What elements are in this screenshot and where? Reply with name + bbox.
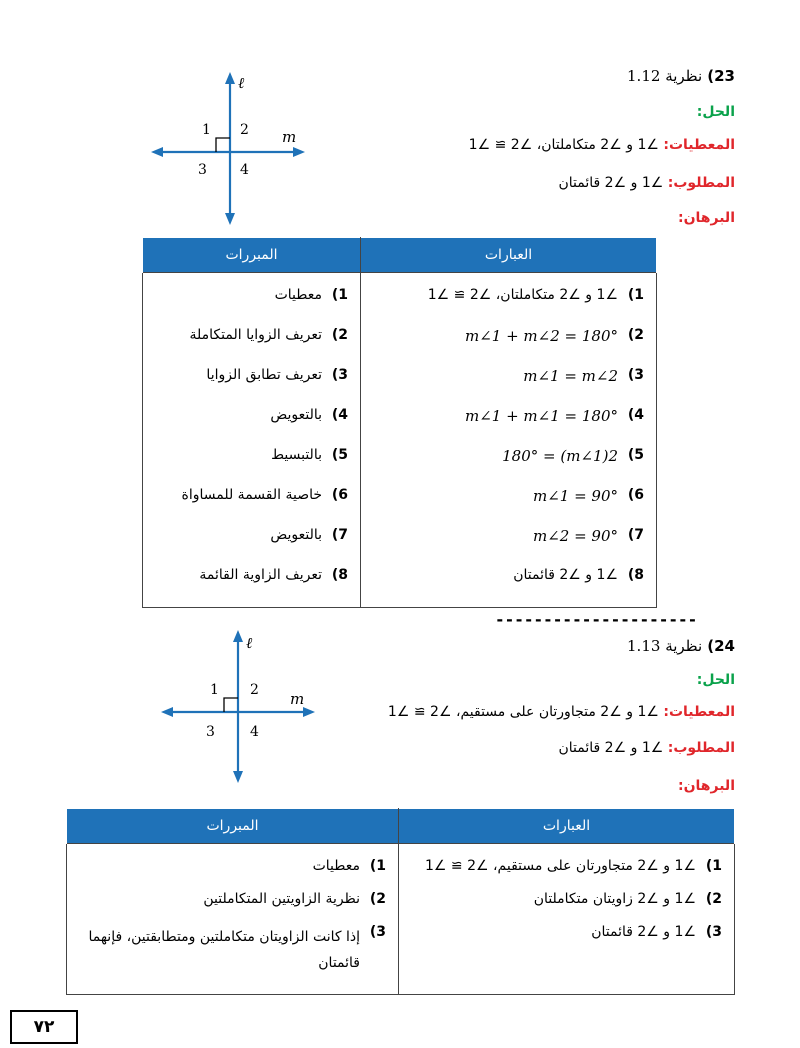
reason-row: 1) معطيات: [312, 858, 386, 874]
required-label: المطلوب:: [667, 740, 735, 756]
statement-row: 6) m∠1 = 90°: [532, 487, 644, 505]
problem-number: 24): [707, 637, 735, 655]
reason-row: 3) تعريف تطابق الزوايا: [206, 367, 348, 383]
given-text: ∠1 و ∠2 متكاملتان، ∠2 ≅ ∠1: [468, 137, 659, 153]
statement-row: 1) ∠1 و ∠2 متكاملتان، ∠2 ≅ ∠1: [427, 287, 644, 303]
problem-number: 23): [707, 67, 735, 85]
statement-row: 3) ∠1 و ∠2 قائمتان: [591, 924, 722, 940]
statement-row: 4) m∠1 + m∠1 = 180°: [464, 407, 644, 425]
statement-row: 8) ∠1 و ∠2 قائمتان: [513, 567, 644, 583]
statement-row: 3) m∠1 = m∠2: [523, 367, 644, 385]
page-number: ٧٢: [10, 1010, 78, 1044]
statement-row: 7) m∠2 = 90°: [532, 527, 644, 545]
required-line: [559, 740, 736, 756]
reason-row: 5) بالتبسيط: [271, 447, 348, 463]
theorem-title: نظرية 1.12: [627, 67, 703, 85]
label-line-l: ℓ: [238, 74, 245, 92]
reason-row: 7) بالتعويض: [270, 527, 348, 543]
statement-row: 2) ∠1 و ∠2 زاويتان متكاملتان: [533, 891, 722, 907]
diagram-perpendicular-lines-2: [158, 628, 318, 788]
label-angle-3: 3: [198, 162, 207, 178]
label-angle-1: 1: [202, 122, 211, 138]
proof-table-2: [66, 808, 735, 995]
statement-row: 5) 2(m∠1) = 180°: [502, 447, 644, 465]
col-reasons-header: المبررات: [143, 238, 361, 273]
solution-label: الحل:: [696, 104, 735, 120]
proof-label: البرهان:: [678, 778, 735, 794]
label-angle-2: 2: [240, 122, 249, 138]
statement-row: 2) m∠1 + m∠2 = 180°: [464, 327, 644, 345]
statements-list: [399, 844, 734, 957]
col-reasons-header: المبررات: [67, 809, 399, 844]
col-statements-header: العبارات: [361, 238, 657, 273]
label-angle-2: 2: [250, 682, 259, 698]
proof-label: البرهان:: [678, 210, 735, 226]
reason-row: 4) بالتعويض: [270, 407, 348, 423]
col-statements-header: العبارات: [399, 809, 735, 844]
required-line: [559, 175, 736, 191]
label-line-l: ℓ: [246, 634, 253, 652]
label-line-m: m: [290, 690, 305, 708]
required-text: ∠1 و ∠2 قائمتان: [558, 175, 664, 191]
reasons-list: [143, 273, 360, 607]
label-line-m: m: [282, 128, 297, 146]
statement-row: 1) ∠1 و ∠2 متجاورتان على مستقيم، ∠2 ≅ ∠1: [424, 858, 722, 874]
section-separator: ---------------------: [495, 610, 698, 629]
solution-label: الحل:: [696, 672, 735, 688]
reason-row: 6) خاصية القسمة للمساواة: [181, 487, 348, 503]
label-angle-3: 3: [206, 724, 215, 740]
theorem-title: نظرية 1.13: [627, 637, 703, 655]
reasons-list: [67, 844, 398, 976]
given-text: ∠1 و ∠2 متجاورتان على مستقيم، ∠2 ≅ ∠1: [387, 704, 659, 720]
reason-row: 8) تعريف الزاوية القائمة: [199, 567, 348, 583]
given-label: المعطيات:: [663, 704, 735, 720]
required-text: ∠1 و ∠2 قائمتان: [558, 740, 664, 756]
label-angle-1: 1: [210, 682, 219, 698]
diagram-perpendicular-lines-1: [148, 70, 308, 230]
given-line: [469, 137, 735, 153]
given-line: [388, 704, 735, 720]
given-label: المعطيات:: [663, 137, 735, 153]
reason-row: 1) معطيات: [274, 287, 348, 303]
label-angle-4: 4: [240, 162, 249, 178]
statements-list: [361, 273, 656, 607]
label-angle-4: 4: [250, 724, 259, 740]
theorem-heading-1: [627, 66, 735, 85]
proof-table-1: [142, 237, 657, 608]
reason-row: 2) تعريف الزوايا المتكاملة: [189, 327, 348, 343]
reason-row: 2) نظرية الزاويتين المتكاملتين: [203, 891, 386, 907]
theorem-heading-2: [627, 636, 735, 655]
reason-row: 3) إذا كانت الزاويتان متكاملتين ومتطابقتين، فإنهما قائمتان: [88, 924, 386, 971]
required-label: المطلوب:: [667, 175, 735, 191]
